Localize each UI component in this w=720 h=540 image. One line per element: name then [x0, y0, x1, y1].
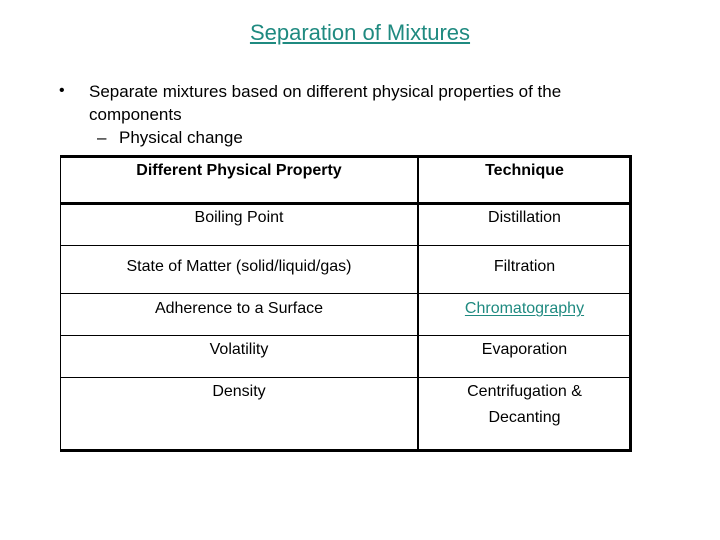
table-row-technique [419, 296, 630, 322]
table-row-property: Density [212, 383, 266, 400]
table-row-technique: Centrifugation & Decanting [467, 383, 582, 426]
slide-title: Separation of Mixtures [249, 20, 471, 45]
row-rule [60, 335, 632, 336]
table-row-technique: Distillation [488, 209, 561, 226]
table-row-property: Boiling Point [194, 209, 284, 226]
sub-bullet-text: Physical change [119, 128, 243, 147]
bullet-dot: • [59, 82, 65, 99]
table-row-property: Volatility [209, 341, 269, 358]
table-row-property: Adherence to a Surface [154, 300, 324, 317]
table-row-technique: Evaporation [481, 341, 568, 358]
row-rule [60, 293, 632, 294]
header-property: Different Physical Property [136, 162, 342, 179]
bullet-text: Separate mixtures based on different physical properties of the components [89, 82, 562, 124]
header-technique: Technique [485, 162, 564, 179]
chromatography-link[interactable]: Chromatography [464, 300, 585, 317]
sub-bullet-dash: – [97, 128, 107, 147]
table-row-property: State of Matter (solid/liquid/gas) [126, 258, 352, 275]
table-row-technique: Filtration [493, 258, 556, 275]
row-rule [60, 377, 632, 378]
separation-table [60, 155, 632, 452]
sub-bullet [97, 126, 243, 149]
row-rule [60, 245, 632, 246]
